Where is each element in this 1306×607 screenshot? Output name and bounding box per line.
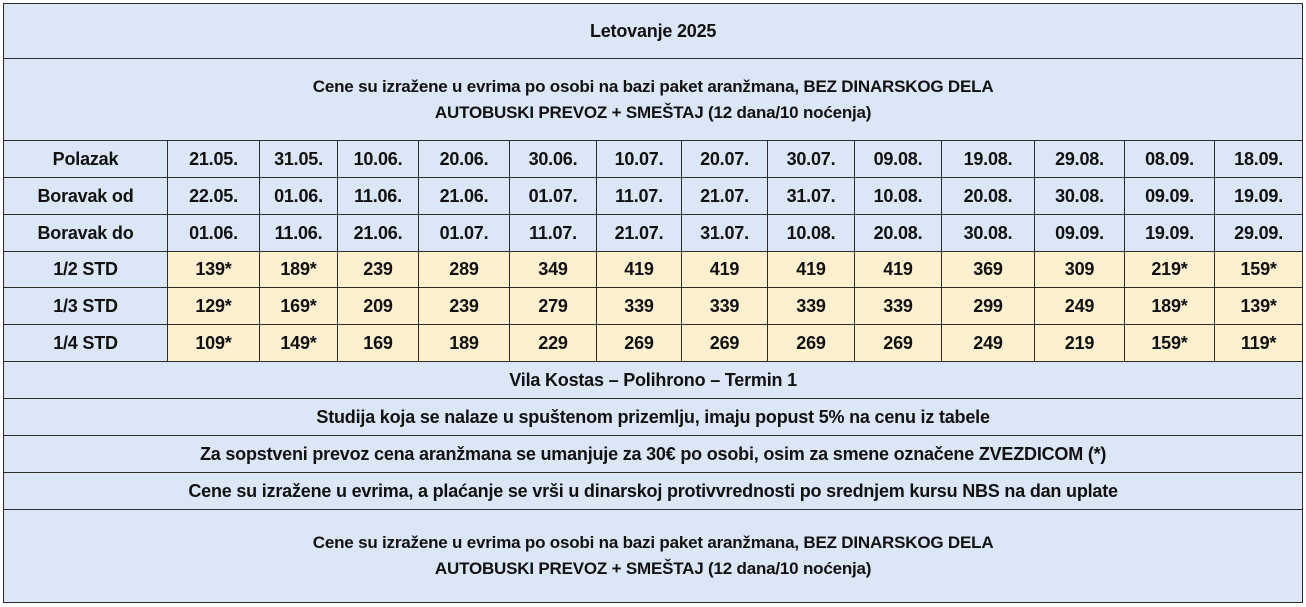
price-cell: 269 [597,325,682,362]
property-note: Vila Kostas – Polihrono – Termin 1 [4,362,1303,399]
price-cell: 159* [1125,325,1215,362]
outro-banner [4,510,1303,603]
price-cell: 339 [855,288,942,325]
row-boravak-od [4,178,1303,215]
price-cell: 189* [1125,288,1215,325]
price-cell: 269 [682,325,768,362]
row-label-price: 1/4 STD [4,325,168,362]
outro-line-1: Cene su izražene u evrima po osobi na bazi paket aranžmana, BEZ DINARSKOG DELA [312,533,994,552]
price-cell: 339 [768,288,855,325]
row-label-price: 1/3 STD [4,288,168,325]
price-cell: 339 [597,288,682,325]
stay-from-cell: 11.06. [338,178,419,215]
stay-to-cell: 31.07. [682,215,768,252]
intro-banner [4,59,1303,141]
price-cell: 299 [942,288,1035,325]
departure-date-cell: 20.07. [682,141,768,178]
price-cell: 189 [419,325,510,362]
row-polazak [4,141,1303,178]
price-cell: 419 [597,252,682,288]
price-cell: 219* [1125,252,1215,288]
departure-date-cell: 21.05. [168,141,260,178]
stay-from-cell: 21.06. [419,178,510,215]
stay-to-cell: 21.07. [597,215,682,252]
price-cell: 239 [419,288,510,325]
row-price-1-2 [4,252,1303,288]
price-cell: 169* [260,288,338,325]
stay-to-cell: 20.08. [855,215,942,252]
stay-to-cell: 09.09. [1035,215,1125,252]
stay-from-cell: 01.06. [260,178,338,215]
stay-to-cell: 29.09. [1215,215,1303,252]
stay-from-cell: 30.08. [1035,178,1125,215]
intro-line-2: AUTOBUSKI PREVOZ + SMEŠTAJ (12 dana/10 noćenja) [434,102,872,122]
stay-to-cell: 30.08. [942,215,1035,252]
price-cell: 189* [260,252,338,288]
stay-to-cell: 19.09. [1125,215,1215,252]
stay-to-cell: 10.08. [768,215,855,252]
stay-from-cell: 11.07. [597,178,682,215]
price-cell: 369 [942,252,1035,288]
stay-from-cell: 01.07. [510,178,597,215]
stay-from-cell: 20.08. [942,178,1035,215]
price-cell: 139* [168,252,260,288]
departure-date-cell: 09.08. [855,141,942,178]
departure-date-cell: 10.07. [597,141,682,178]
price-cell: 249 [1035,288,1125,325]
price-cell: 249 [942,325,1035,362]
price-cell: 169 [338,325,419,362]
row-price-1-4 [4,325,1303,362]
price-cell: 349 [510,252,597,288]
intro-line-1: Cene su izražene u evrima po osobi na bazi paket aranžmana, BEZ DINARSKOG DELA [312,76,994,96]
stay-from-cell: 21.07. [682,178,768,215]
stay-from-cell: 19.09. [1215,178,1303,215]
price-cell: 339 [682,288,768,325]
price-cell: 119* [1215,325,1303,362]
price-table [3,3,1303,603]
stay-to-cell: 11.07. [510,215,597,252]
departure-date-cell: 18.09. [1215,141,1303,178]
stay-to-cell: 01.07. [419,215,510,252]
price-cell: 279 [510,288,597,325]
departure-date-cell: 19.08. [942,141,1035,178]
payment-note: Cene su izražene u evrima, a plaćanje se vrši u dinarskoj protivvrednosti po srednjem kursu NBS na dan uplate [4,473,1303,510]
price-cell: 289 [419,252,510,288]
stay-from-cell: 10.08. [855,178,942,215]
price-cell: 129* [168,288,260,325]
stay-from-cell: 09.09. [1125,178,1215,215]
price-cell: 239 [338,252,419,288]
own-transport-note: Za sopstveni prevoz cena aranžmana se umanjuje za 30€ po osobi, osim za smene označene ZVEZDICOM (*) [4,436,1303,473]
departure-date-cell: 30.06. [510,141,597,178]
departure-date-cell: 31.05. [260,141,338,178]
price-cell: 269 [768,325,855,362]
row-price-1-3 [4,288,1303,325]
stay-to-cell: 11.06. [260,215,338,252]
row-label-price: 1/2 STD [4,252,168,288]
departure-date-cell: 30.07. [768,141,855,178]
stay-to-cell: 21.06. [338,215,419,252]
price-cell: 139* [1215,288,1303,325]
table-title: Letovanje 2025 [4,4,1303,59]
price-cell: 209 [338,288,419,325]
departure-date-cell: 10.06. [338,141,419,178]
price-cell: 149* [260,325,338,362]
outro-line-2: AUTOBUSKI PREVOZ + SMEŠTAJ (12 dana/10 noćenja) [434,559,872,578]
discount-note: Studija koja se nalaze u spuštenom prizemlju, imaju popust 5% na cenu iz tabele [4,399,1303,436]
price-cell: 419 [682,252,768,288]
departure-date-cell: 29.08. [1035,141,1125,178]
row-boravak-do [4,215,1303,252]
row-label-boravak-do: Boravak do [4,215,168,252]
row-label-boravak-od: Boravak od [4,178,168,215]
departure-date-cell: 20.06. [419,141,510,178]
stay-from-cell: 22.05. [168,178,260,215]
price-cell: 159* [1215,252,1303,288]
price-cell: 309 [1035,252,1125,288]
price-cell: 109* [168,325,260,362]
price-cell: 419 [768,252,855,288]
price-cell: 219 [1035,325,1125,362]
price-cell: 269 [855,325,942,362]
row-label-polazak: Polazak [4,141,168,178]
stay-from-cell: 31.07. [768,178,855,215]
price-cell: 419 [855,252,942,288]
stay-to-cell: 01.06. [168,215,260,252]
price-cell: 229 [510,325,597,362]
departure-date-cell: 08.09. [1125,141,1215,178]
